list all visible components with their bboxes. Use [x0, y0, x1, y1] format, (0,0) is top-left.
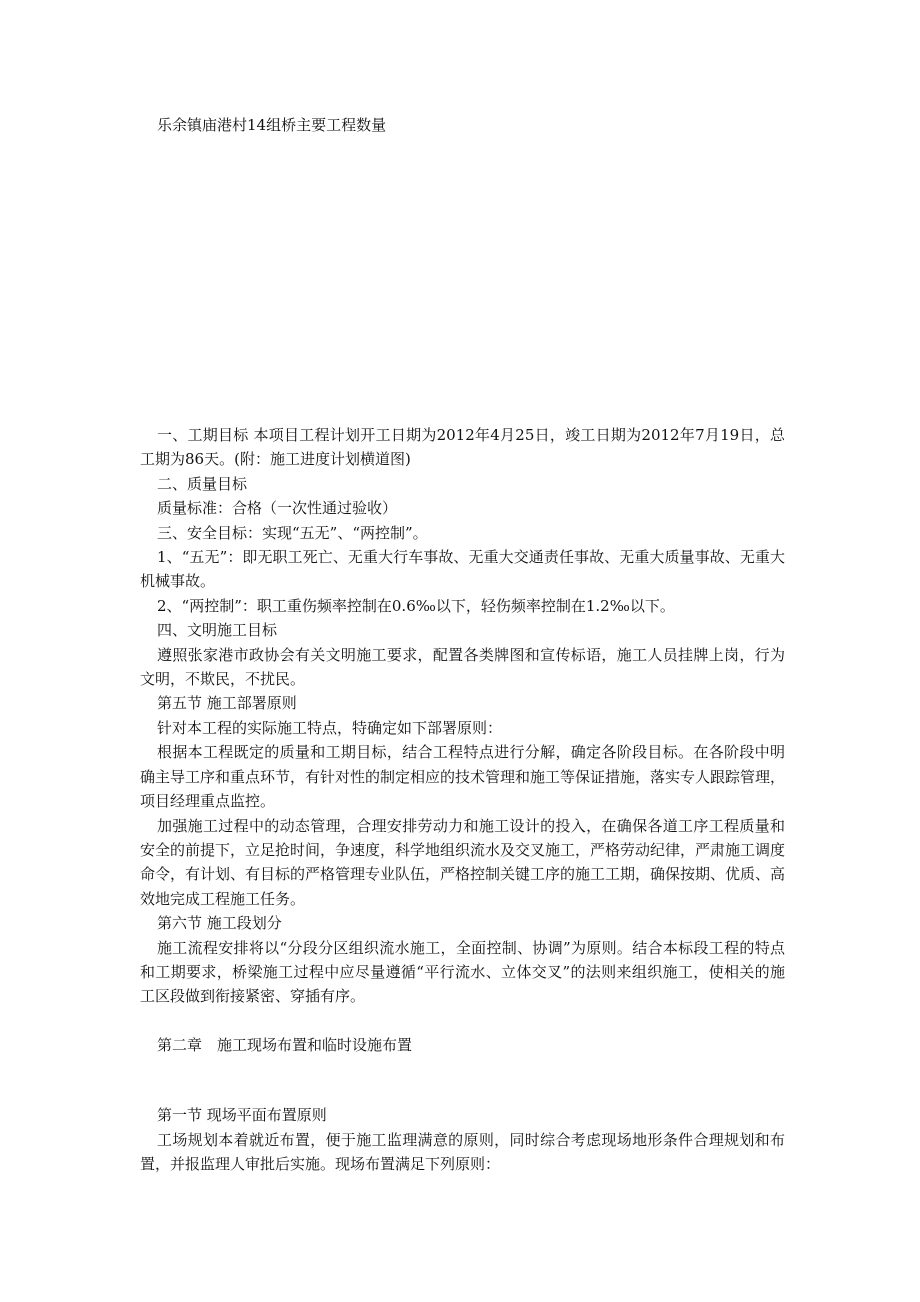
paragraph-quality-standard: 质量标准：合格（一次性通过验收） — [157, 499, 398, 518]
document-title: 乐余镇庙港村14组桥主要工程数量 — [157, 116, 387, 134]
paragraph-dynamic-management: 加强施工过程中的动态管理，合理安排劳动力和施工设计的投入，在确保各道工序工程质量和安全的前提下，立足抢时间，争速度，科学地组织流水及交叉施工，严格劳动纪律，严肃施工调度命令，有计划、有目标的严格管理专业队伍，严格控制关键工序的施工工期，确保按期、优质、高效地完成工程施工任务。 — [140, 816, 786, 908]
heading-civilized-construction: 四、文明施工目标 — [157, 621, 278, 640]
document-body — [140, 423, 785, 1176]
paragraph-deployment-goals: 根据本工程既定的质量和工期目标，结合工程特点进行分解，确定各阶段目标。在各阶段中明确主导工序和重点环节，有针对性的制定相应的技术管理和施工等保证措施，落实专人跟踪管理，项目经理重点监控。 — [140, 743, 786, 811]
heading-safety-goal: 三、安全目标：实现“五无”、“两控制”。 — [157, 523, 428, 542]
paragraph-five-none: 1、“五无”：即无职工死亡、无重大行车事故、无重大交通责任事故、无重大质量事故、无重大机械事故。 — [140, 548, 785, 591]
heading-quality-goal: 二、质量目标 — [157, 474, 248, 493]
paragraph-two-controls: 2、“两控制”：职工重伤频率控制在0.6‰以下，轻伤频率控制在1.2‰以下。 — [157, 596, 675, 615]
paragraph-construction-flow: 施工流程安排将以“分段分区组织流水施工，全面控制、协调”为原则。结合本标段工程的特点和工期要求，桥梁施工过程中应尽量遵循“平行流水、立体交叉”的法则来组织施工，使相关的施工区段做到衔接紧密、穿插有序。 — [140, 938, 785, 1006]
heading-section-6: 第六节 施工段划分 — [157, 914, 282, 933]
heading-chapter-2: 第二章 施工现场布置和临时设施布置 — [157, 1035, 413, 1054]
heading-section-1: 第一节 现场平面布置原则 — [157, 1106, 327, 1125]
paragraph-site-layout: 工场规划本着就近布置，便于施工监理满意的原则，同时综合考虑现场地形条件合理规划和布置，并报监理人审批后实施。现场布置满足下列原则： — [140, 1130, 785, 1173]
paragraph-civilized-requirements: 遵照张家港市政协会有关文明施工要求，配置各类牌图和宣传标语，施工人员挂牌上岗，行为文明，不欺民，不扰民。 — [140, 645, 785, 689]
paragraph-schedule-goal: 一、工期目标 本项目工程计划开工日期为2012年4月25日，竣工日期为2012年7月19日，总工期为86天。(附：施工进度计划横道图) — [140, 426, 785, 469]
heading-section-5: 第五节 施工部署原则 — [157, 694, 297, 713]
paragraph-deployment-intro: 针对本工程的实际施工特点，特确定如下部署原则： — [157, 718, 503, 737]
